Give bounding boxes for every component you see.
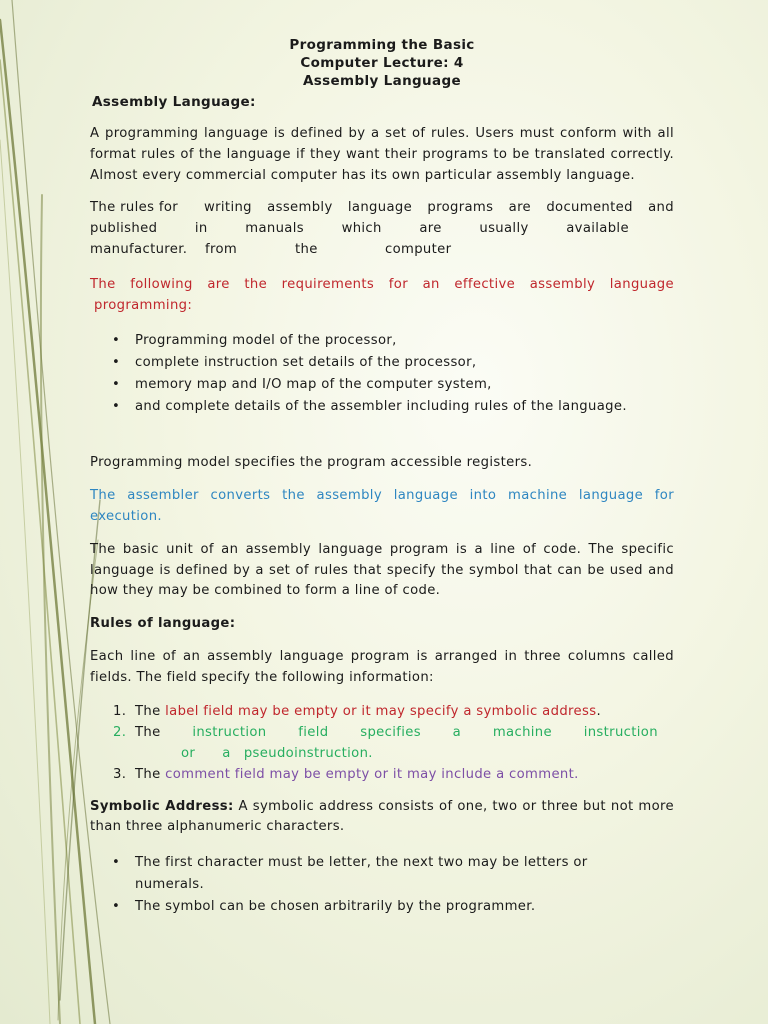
list-item: • The first character must be letter, the next two may be letters or numerals.	[90, 852, 674, 896]
assembler-note: The assembler converts the assembly language into machine language for execution.	[90, 488, 674, 524]
list-item: 1. The label field may be empty or it may specify a symbolic address.	[113, 703, 601, 719]
basic-unit-paragraph: The basic unit of an assembly language program is a line of code. The specific language is defined by a set of rules that specify the symbol that can be used and how they may be combined to form a line of code.	[90, 541, 674, 599]
symbolic-address-paragraph: Symbolic Address: A symbolic address consists of one, two or three but not more than three alphanumeric characters.	[90, 798, 674, 835]
symbol-rules-list	[90, 852, 674, 918]
requirements-list	[90, 330, 674, 418]
list-item: 3. The comment field may be empty or it may include a comment.	[113, 766, 579, 782]
paragraph-definition: A programming language is defined by a set of rules. Users must conform with all format rules of the language if they want their programs to be translated correctly. Almost every commercial computer has its own particular assembly language.	[90, 126, 674, 183]
fields-list	[90, 701, 674, 785]
section-heading: Assembly Language:	[92, 94, 256, 110]
paragraph-rules-line2: published in manuals which are usually available	[90, 221, 629, 237]
list-item: • and complete details of the assembler including rules of the language.	[90, 396, 674, 418]
paragraph-rules	[90, 198, 674, 260]
requirements-intro: The following are the requirements for an effective assembly language programming:	[90, 276, 674, 313]
lecture-title-line2: Computer Lecture: 4	[300, 55, 464, 71]
list-item: • memory map and I/O map of the computer system,	[90, 374, 674, 396]
rules-intro: Each line of an assembly language program is arranged in three columns called fields. The field specify the following information:	[90, 648, 674, 685]
lecture-title-line1: Programming the Basic	[289, 37, 475, 53]
list-item: • The symbol can be chosen arbitrarily by the programmer.	[90, 896, 674, 918]
document-page	[90, 36, 674, 918]
paragraph-rules-line3: manufacturer. from the computer	[90, 241, 452, 257]
lecture-title-line3: Assembly Language	[302, 73, 461, 89]
symbolic-address-label: Symbolic Address:	[90, 798, 234, 814]
list-item: 2. The instruction field specifies a machine instruction or a pseudoinstruction.	[113, 724, 658, 761]
list-item: • complete instruction set details of the processor,	[90, 352, 674, 374]
paragraph-rules-line1: The rules for writing assembly language programs are documented and	[90, 200, 674, 216]
rules-heading: Rules of language:	[90, 616, 236, 632]
programming-model-text: Programming model specifies the program accessible registers.	[90, 455, 533, 471]
list-item: • Programming model of the processor,	[90, 330, 674, 352]
